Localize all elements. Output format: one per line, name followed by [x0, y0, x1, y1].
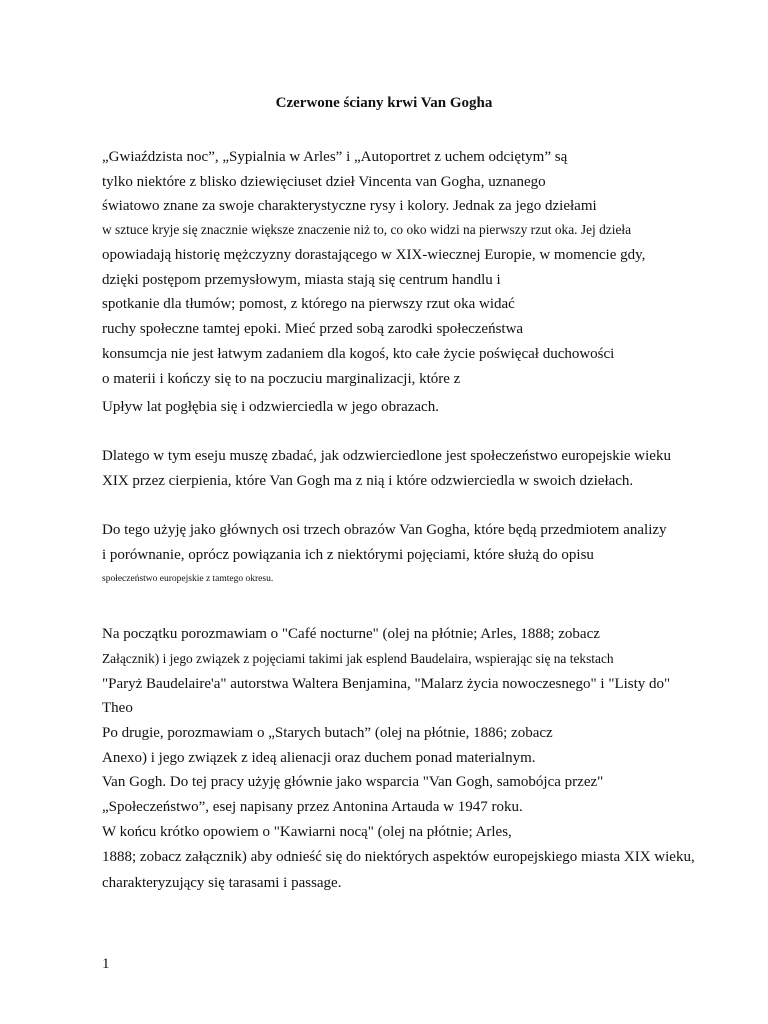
text-line: ruchy społeczne tamtej epoki. Mieć przed sobą zarodki społeczeństwa [102, 321, 524, 337]
text-line: Po drugie, porozmawiam o „Starych butach” (olej na płótnie, 1886; zobacz [102, 725, 553, 741]
text-line: XIX przez cierpienia, które Van Gogh ma z nią i które odzwierciedla w swoich dziełach. [102, 473, 634, 489]
text-line: charakteryzujący się tarasami i passage. [102, 875, 342, 891]
text-line: Theo [102, 700, 133, 716]
text-line: społeczeństwo europejskie z tamtego okresu. [102, 574, 274, 584]
text-line: Van Gogh. Do tej pracy użyję głównie jako wsparcia "Van Gogh, samobójca przez" [102, 774, 604, 790]
text-line: o materii i kończy się to na poczuciu marginalizacji, które z [102, 371, 461, 387]
text-line: tylko niektóre z blisko dziewięciuset dzieł Vincenta van Gogha, uznanego [102, 174, 546, 190]
text-line: konsumcja nie jest łatwym zadaniem dla kogoś, kto całe życie poświęcał duchowości [102, 346, 615, 362]
document-title: Czerwone ściany krwi Van Gogha [275, 95, 493, 111]
text-line: Upływ lat pogłębia się i odzwierciedla w jego obrazach. [102, 399, 439, 415]
text-line: Anexo) i jego związek z ideą alienacji oraz duchem ponad materialnym. [102, 750, 536, 766]
text-line: spotkanie dla tłumów; pomost, z którego na pierwszy rzut oka widać [102, 296, 515, 312]
text-line: i porównanie, oprócz powiązania ich z niektórymi pojęciami, które służą do opisu [102, 547, 594, 563]
text-line: Na początku porozmawiam o "Café nocturne" (olej na płótnie; Arles, 1888; zobacz [102, 626, 600, 642]
text-line: Do tego użyję jako głównych osi trzech obrazów Van Gogha, które będą przedmiotem analizy [102, 522, 667, 538]
text-line: dzięki postępom przemysłowym, miasta stają się centrum handlu i [102, 272, 501, 288]
text-line: "Paryż Baudelaire'a" autorstwa Waltera Benjamina, "Malarz życia nowoczesnego" i "Listy do" [102, 676, 671, 692]
text-line: 1888; zobacz załącznik) aby odnieść się do niektórych aspektów europejskiego miasta XIX wieku, [102, 849, 695, 865]
text-line: w sztuce kryje się znacznie większe znaczenie niż to, co oko widzi na pierwszy rzut oka. Jej dzieła [102, 222, 632, 237]
text-line: „Społeczeństwo”, esej napisany przez Antonina Artauda w 1947 roku. [102, 799, 523, 815]
text-line: opowiadają historię mężczyzny dorastającego w XIX-wiecznej Europie, w momencie gdy, [102, 247, 646, 263]
page-number: 1 [102, 956, 110, 972]
text-line: W końcu krótko opowiem o "Kawiarni nocą" (olej na płótnie; Arles, [102, 824, 512, 840]
text-line: Dlatego w tym eseju muszę zbadać, jak odzwierciedlone jest społeczeństwo europejskie wieku [102, 448, 671, 464]
text-line: światowo znane za swoje charakterystyczne rysy i kolory. Jednak za jego dziełami [102, 198, 597, 214]
text-line: „Gwiaździsta noc”, „Sypialnia w Arles” i „Autoportret z uchem odciętym” są [102, 149, 568, 165]
text-line: Załącznik) i jego związek z pojęciami takimi jak esplend Baudelaira, wspierając się na tekstach [102, 651, 614, 666]
